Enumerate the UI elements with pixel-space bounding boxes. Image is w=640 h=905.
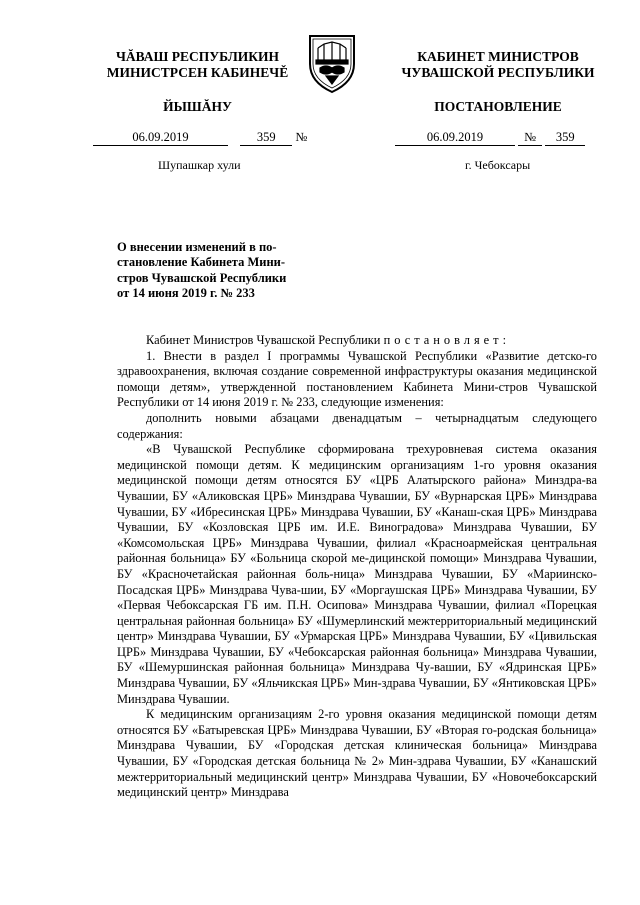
doc-number-value-right: 359: [545, 130, 585, 146]
subject-line: стров Чувашской Республики: [117, 270, 287, 285]
header-right-russian: [388, 49, 608, 115]
document-body: [117, 333, 597, 801]
doc-date-left: 06.09.2019: [93, 130, 228, 146]
subject-line: становление Кабинета Мини-: [117, 255, 286, 270]
doc-number-value-left: 359: [240, 130, 292, 146]
number-sign-left: №: [295, 130, 308, 144]
number-sign-right: №: [518, 130, 542, 146]
paragraph-3: «В Чувашской Республике сформирована трехуровневая система оказания медицинской помощи детям. К медицинским организациям 1-го уровня оказания медицинской помощи детям относятся БУ «ЦРБ Алатырского района» Минздра-ва Чувашии, БУ «Аликовская ЦРБ» Минздрава Чувашии, БУ «Вурнарская ЦРБ» Минздрава Чувашии, БУ «Ибресинская ЦРБ» Минздрава Чувашии, БУ «Канаш-ская ЦРБ» Минздрава Чувашии, БУ «Козловская ЦРБ им. И.Е. Виноградова» Минздрава Чувашии, БУ «Комсомольская ЦРБ» Минздрава Чувашии, филиал «Красноармейская центральная районная больница» БУ «Больница скорой ме-дицинской помощи» Минздрава Чувашии, БУ «Красночетайская районная боль-ница» Минздрава Чувашии, БУ «Мариинско-Посадская ЦРБ» Минздрава Чува-шии, БУ «Моргаушская ЦРБ» Минздрава Чувашии, БУ «Первая Чебоксарская ГБ им. П.Н. Осипова» Минздрава Чувашии, филиал «Порецкая центральная районная больница» БУ «Шумерлинский межтерриториальный медицинский центр» Минздрава Чувашии, БУ «Урмарская ЦРБ» Минздрава Чувашии, БУ «Цивильская ЦРБ» Минздрава Чувашии, БУ «Чебоксарская районная больница» Минздрава Чувашии, БУ «Шемуршинская районная больница» Минздрава Чу-вашии, БУ «Ядринская ЦРБ» Минздрава Чувашии, БУ «Яльчикская ЦРБ» Мин-здрава Чувашии, БУ «Янтиковская ЦРБ» Минздрава Чувашии.: [117, 442, 597, 706]
city-russian: г. Чебоксары: [465, 158, 531, 172]
header-left-chuvash: [90, 49, 305, 115]
doc-number-left: [93, 130, 307, 146]
doc-date-right: 06.09.2019: [395, 130, 515, 146]
header-right-line1: КАБИНЕТ МИНИСТРОВ: [417, 49, 579, 64]
paragraph-1: 1. Внести в раздел I программы Чувашской Республики «Развитие детско-го здравоохранения, включая создание современной инфраструктуры оказания медицинской помощи детям», утвержденной постановлением Кабинета Мини-стров Чувашской Республики от 14 июня 2019 г. № 233, следующие изменения:: [117, 348, 597, 410]
subject-line: О внесении изменений в по-: [117, 240, 277, 254]
intro-lead: Кабинет Министров Чувашской Республики: [146, 333, 381, 347]
paragraph-2: дополнить новыми абзацами двенадцатым – четырнадцатым следующего содержания:: [117, 410, 597, 441]
header-right-title: ПОСТАНОВЛЕНИЕ: [434, 99, 562, 114]
document-subject: [117, 240, 307, 302]
city-chuvash: Шупашкар хули: [158, 158, 241, 172]
header-left-title: ЙЫШĂНУ: [163, 99, 232, 114]
intro-paragraph: [117, 333, 597, 349]
intro-verb: постановляет:: [383, 333, 511, 347]
doc-number-right: [395, 130, 585, 146]
header-left-line2: МИНИСТРСЕН КАБИНЕЧĚ: [106, 65, 289, 80]
header-left-line1: ЧĂВАШ РЕСПУБЛИКИН: [115, 49, 280, 64]
header-right-line2: ЧУВАШСКОЙ РЕСПУБЛИКИ: [401, 65, 595, 80]
chuvash-emblem-icon: [304, 30, 360, 94]
subject-line: от 14 июня 2019 г. № 233: [117, 286, 255, 301]
paragraph-4: К медицинским организациям 2-го уровня оказания медицинской помощи детям относятся БУ «Батыревская ЦРБ» Минздрава Чувашии, БУ «Вторая го-родская больница» Минздрава Чувашии, БУ «Городская детская клиническая больница» Минздрава Чувашии, БУ «Городская детская больница № 2» Мин-здрава Чувашии, БУ «Канашский межтерриториальный медицинский центр» Минздрава Чувашии, БУ «Новочебоксарский медицинский центр» Минздрава: [117, 707, 597, 800]
